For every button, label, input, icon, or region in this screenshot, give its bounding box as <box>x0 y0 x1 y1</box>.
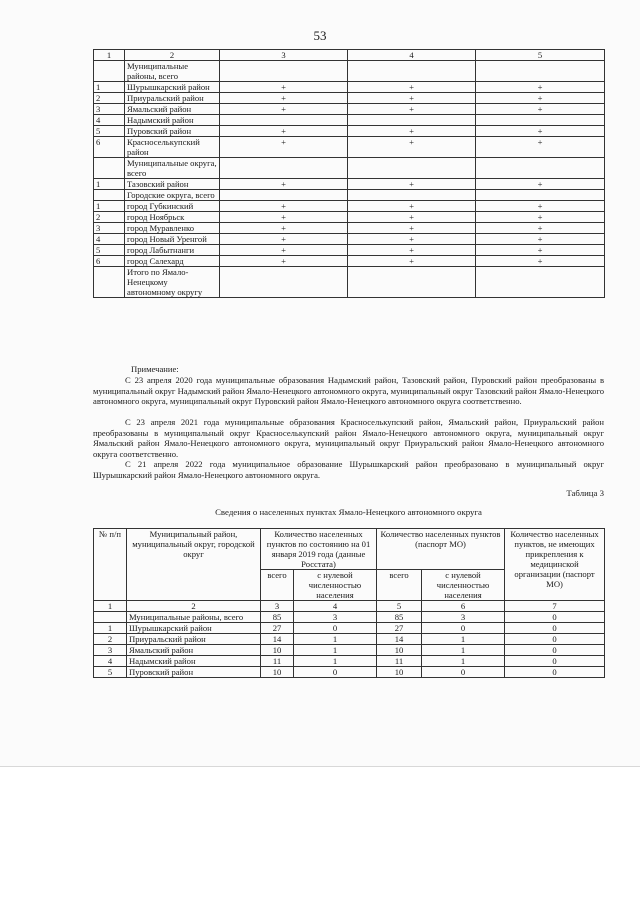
table-cell: 0 <box>294 667 377 678</box>
table-cell: 4 <box>94 656 127 667</box>
table-row <box>94 201 605 212</box>
settlements-info-table <box>93 528 605 678</box>
table-cell <box>348 267 476 298</box>
table-cell <box>94 61 125 82</box>
table-cell: 10 <box>377 667 422 678</box>
table-cell: + <box>348 126 476 137</box>
col-header: 1 <box>94 50 125 61</box>
table-row <box>94 82 605 93</box>
table-cell: 6 <box>94 137 125 158</box>
table-cell: + <box>348 256 476 267</box>
table-cell: + <box>220 256 348 267</box>
table-cell: 1 <box>294 656 377 667</box>
table-row <box>94 115 605 126</box>
col-number: 5 <box>377 601 422 612</box>
table-cell: 11 <box>377 656 422 667</box>
table-cell: + <box>220 234 348 245</box>
table-cell: Надымский район <box>127 656 261 667</box>
table-cell <box>94 267 125 298</box>
table-cell <box>94 158 125 179</box>
table-cell: + <box>476 256 605 267</box>
table-label: Таблица 3 <box>566 488 604 498</box>
table-cell <box>348 158 476 179</box>
table-cell: 2 <box>94 93 125 104</box>
table-cell: 1 <box>422 656 505 667</box>
table-cell: 85 <box>377 612 422 623</box>
settlements-services-table <box>93 49 605 298</box>
table-cell: Приуральский район <box>125 93 220 104</box>
table-cell <box>476 267 605 298</box>
table-cell: город Муравленко <box>125 223 220 234</box>
table-cell <box>348 190 476 201</box>
table-cell: Ямальский район <box>125 104 220 115</box>
table-cell <box>220 158 348 179</box>
table-header-row <box>94 529 605 570</box>
table-cell: + <box>476 179 605 190</box>
table-cell: 3 <box>94 645 127 656</box>
table-cell: 0 <box>505 645 605 656</box>
page-number: 53 <box>313 28 327 43</box>
table-cell: 3 <box>94 104 125 115</box>
table-cell: + <box>220 104 348 115</box>
header-municipality: Муниципальный район, муниципальный округ, городской округ <box>127 529 261 601</box>
table-cell <box>476 61 605 82</box>
table-cell: + <box>476 82 605 93</box>
table-row <box>94 93 605 104</box>
col-number: 7 <box>505 601 605 612</box>
table-row <box>94 656 605 667</box>
table-cell: + <box>220 223 348 234</box>
table-cell: + <box>348 212 476 223</box>
table-row <box>94 179 605 190</box>
table-cell: Ямальский район <box>127 645 261 656</box>
table-cell: + <box>220 82 348 93</box>
table-cell <box>476 115 605 126</box>
table-cell: + <box>348 201 476 212</box>
table-row <box>94 634 605 645</box>
table-cell: Муниципальные районы, всего <box>127 612 261 623</box>
table-cell <box>476 190 605 201</box>
header-number: № п/п <box>94 529 127 601</box>
table-cell: 10 <box>261 645 294 656</box>
table-row <box>94 104 605 115</box>
table-row <box>94 126 605 137</box>
table-cell: + <box>220 137 348 158</box>
table-cell: + <box>476 234 605 245</box>
table-cell: + <box>476 93 605 104</box>
table-cell: + <box>220 126 348 137</box>
table-cell: 3 <box>94 223 125 234</box>
table-cell: + <box>348 93 476 104</box>
table-cell: + <box>220 201 348 212</box>
table-title: Сведения о населенных пунктах Ямало-Ненецкого автономного округа <box>215 507 482 517</box>
note-paragraph: С 21 апреля 2022 года муниципальное образование Шурышкарский район преобразовано в муниципальный округ Шурышкарский район Ямало-Ненецкого автономного округа. <box>93 459 604 480</box>
table-cell: 10 <box>377 645 422 656</box>
table-cell: + <box>348 82 476 93</box>
subheader-zero-population: с нулевой численностью населения <box>422 570 505 601</box>
table-row <box>94 158 605 179</box>
table-cell: город Салехард <box>125 256 220 267</box>
col-number: 3 <box>261 601 294 612</box>
table-cell: 14 <box>377 634 422 645</box>
table-row <box>94 667 605 678</box>
table-cell: 11 <box>261 656 294 667</box>
table-row <box>94 623 605 634</box>
table-cell: + <box>348 245 476 256</box>
table-cell: + <box>220 212 348 223</box>
table-cell: + <box>220 245 348 256</box>
table-cell: 1 <box>94 201 125 212</box>
table-cell: Шурышкарский район <box>125 82 220 93</box>
table-cell: + <box>476 212 605 223</box>
table-row <box>94 61 605 82</box>
table-cell: 0 <box>505 623 605 634</box>
header-qty-passport: Количество населенных пунктов (паспорт МО) <box>377 529 505 570</box>
table-cell: + <box>348 179 476 190</box>
table-cell: 4 <box>94 115 125 126</box>
table-cell <box>348 115 476 126</box>
table-cell: 2 <box>94 212 125 223</box>
table-cell: 0 <box>505 612 605 623</box>
table-cell <box>476 158 605 179</box>
table-cell: 0 <box>505 656 605 667</box>
table-cell: город Новый Уренгой <box>125 234 220 245</box>
col-number: 1 <box>94 601 127 612</box>
note-paragraph: С 23 апреля 2020 года муниципальные образования Надымский район, Тазовский район, Пуровский район преобразованы в муниципальный округ Надымский район Ямало-Ненецкого автономного округа, муниципальный округ Тазовский район Ямало-Ненецкого автономного округа, муниципальный округ Пуровский район Ямало-Ненецкого автономного округа соответственно. <box>93 375 604 407</box>
table-cell: 0 <box>294 623 377 634</box>
table-row <box>94 645 605 656</box>
table-cell <box>220 115 348 126</box>
table-cell <box>220 190 348 201</box>
table-row <box>94 190 605 201</box>
table-cell: 3 <box>422 612 505 623</box>
table-cell: Пуровский район <box>125 126 220 137</box>
table-row <box>94 223 605 234</box>
table-row <box>94 612 605 623</box>
header-no-attachment: Количество населенных пунктов, не имеющих прикрепления к медицинской организации (паспорт МО) <box>505 529 605 601</box>
table-cell <box>220 61 348 82</box>
table-cell: Приуральский район <box>127 634 261 645</box>
table-cell: 3 <box>294 612 377 623</box>
table-cell: 0 <box>422 623 505 634</box>
table-header-row <box>94 50 605 61</box>
table-cell: 5 <box>94 667 127 678</box>
table-cell: 2 <box>94 634 127 645</box>
col-header: 4 <box>348 50 476 61</box>
table-cell: город Лабытнанги <box>125 245 220 256</box>
table-cell: Тазовский район <box>125 179 220 190</box>
table-cell <box>94 612 127 623</box>
table-cell: Шурышкарский район <box>127 623 261 634</box>
note-title: Примечание: <box>131 364 179 374</box>
table-cell: 4 <box>94 234 125 245</box>
table-cell: + <box>476 201 605 212</box>
table-cell: 1 <box>94 623 127 634</box>
table-cell: + <box>348 234 476 245</box>
table-cell: + <box>220 179 348 190</box>
table-row <box>94 137 605 158</box>
table-row <box>94 267 605 298</box>
note-paragraph: С 23 апреля 2021 года муниципальные образования Красноселькупский район, Ямальский район, Приуральский район преобразованы в муниципальный округ Красноселькупский район Ямало-Ненецкого автономного округа, муниципальный округ Ямальский район Ямало-Ненецкого автономного округа, муниципальный округ Приуральский район Ямало-Ненецкого автономного округа соответственно. <box>93 417 604 459</box>
table-cell: город Губкинский <box>125 201 220 212</box>
col-header: 5 <box>476 50 605 61</box>
table-cell: Муниципальные районы, всего <box>125 61 220 82</box>
table-cell: 0 <box>505 634 605 645</box>
table-cell <box>220 267 348 298</box>
table-cell: 6 <box>94 256 125 267</box>
table-cell: 14 <box>261 634 294 645</box>
table-cell: 1 <box>94 82 125 93</box>
subheader-zero-population: с нулевой численностью населения <box>294 570 377 601</box>
table-cell: + <box>476 126 605 137</box>
table-cell: + <box>476 137 605 158</box>
subheader-total: всего <box>261 570 294 601</box>
table-cell: 27 <box>261 623 294 634</box>
table-cell: + <box>220 93 348 104</box>
table-cell: 27 <box>377 623 422 634</box>
table-cell: + <box>348 104 476 115</box>
table-cell <box>348 61 476 82</box>
table-cell: 85 <box>261 612 294 623</box>
header-qty-rosstat: Количество населенных пунктов по состоянию на 01 января 2019 года (данные Росстата) <box>261 529 377 570</box>
table-cell: Муниципальные округа, всего <box>125 158 220 179</box>
table-row <box>94 212 605 223</box>
col-header: 2 <box>125 50 220 61</box>
col-number: 6 <box>422 601 505 612</box>
table-cell: 1 <box>422 645 505 656</box>
table-cell: + <box>476 104 605 115</box>
table-cell: Пуровский район <box>127 667 261 678</box>
table-cell: 5 <box>94 245 125 256</box>
table-cell: 5 <box>94 126 125 137</box>
table-cell: 10 <box>261 667 294 678</box>
table-cell <box>94 190 125 201</box>
table-cell: + <box>476 245 605 256</box>
table-cell: 1 <box>422 634 505 645</box>
table-cell: город Ноябрьск <box>125 212 220 223</box>
table-cell: Красноселькупский район <box>125 137 220 158</box>
table-cell: 0 <box>422 667 505 678</box>
table-cell: + <box>348 137 476 158</box>
col-number: 2 <box>127 601 261 612</box>
table-cell: 0 <box>505 667 605 678</box>
table-cell: + <box>476 223 605 234</box>
table-row <box>94 234 605 245</box>
table-cell: 1 <box>294 634 377 645</box>
table-row <box>94 256 605 267</box>
table-cell: Надымский район <box>125 115 220 126</box>
table-cell: 1 <box>294 645 377 656</box>
subheader-total: всего <box>377 570 422 601</box>
table-row <box>94 245 605 256</box>
table-cell: + <box>348 223 476 234</box>
table-cell: Итого по Ямало-Ненецкому автономному округу <box>125 267 220 298</box>
col-number: 4 <box>294 601 377 612</box>
col-header: 3 <box>220 50 348 61</box>
column-number-row <box>94 601 605 612</box>
table-cell: 1 <box>94 179 125 190</box>
table-cell: Городские округа, всего <box>125 190 220 201</box>
